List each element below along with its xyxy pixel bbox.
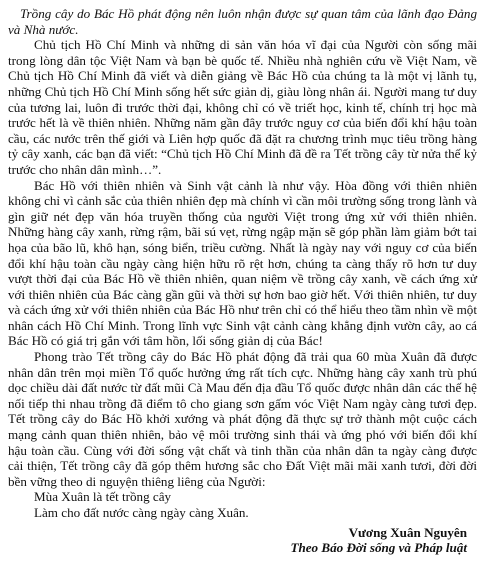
article-paragraph-2: Bác Hồ với thiên nhiên và Sinh vật cảnh là như vậy. Hòa đồng với thiên nhiên không chỉ vì cảnh sắc của thiên nhiên đẹp mà chính vì cần môi trường sống trong lành và gìn giữ nét đẹp văn hóa truyền thống của người Việt trong ứng xử với thiên nhiên. Những hàng cây xanh, rừng rậm, bãi sú vẹt, rừng ngập mặn sẽ góp phần làm giảm bớt tai họa của bão lũ, khô hạn, sóng biển, triều cường. Nhất là ngày nay với nguy cơ của biến đổi khí hậu toàn cầu ngày càng hiện hữu rõ rệt hơn, chúng ta càng thấy rõ hơn tư duy vượt thời đại của Bác Hồ về thiên nhiên, quan niệm về trồng cây xanh, về cách ứng xử với thiên nhiên của Bác càng gần gũi và thời sự hơn bao giờ hết. Với thiên nhiên, tư duy và cách ứng xử với thiên nhiên của Bác Hồ như trên chỉ có thể hiểu theo tầm nhìn về một nhân cách Hồ Chí Minh. Trong lĩnh vực Sinh vật cảnh càng khẳng định vườn cây, ao cá Bác Hồ có giá trị gắn với tâm hồn, lối sống giản dị của Bác! bbox=[8, 177, 477, 349]
verse-line-1: Mùa Xuân là tết trồng cây bbox=[34, 489, 172, 505]
article-paragraph-1: Chủ tịch Hồ Chí Minh và những di sản văn hóa vĩ đại của Người còn sống mãi trong lòng dân tộc Việt Nam và bạn bè quốc tế. Nhiều nhà nghiên cứu về Việt Nam, về Chủ tịch Hồ Chí Minh đã viết và diễn giảng về Bác Hồ của chúng ta là một vị lãnh tụ, những Chủ tịch Hồ Chí Minh sống hết sức giản dị, giàu lòng nhân ái. Người mang tư duy của tương lai, luôn đi trước thời đại, không chỉ có về triết học, kinh tế, chính trị học mà trước hết là về thiên nhiên. Những năm gần đây trước nguy cơ của biến đổi khí hậu toàn cầu, các nước trên thế giới và Liên hợp quốc đã đặt ra chương trình mục tiêu trồng hàng tỷ cây xanh, các bạn đã viết: “Chủ tịch Hồ Chí Minh đã đề ra Tết trồng cây từ nửa thế kỷ trước cho nhân dân mình…”. bbox=[8, 37, 477, 177]
verse-line-2: Làm cho đất nước càng ngày càng Xuân. bbox=[34, 505, 249, 520]
article-source: Theo Báo Đời sống và Pháp luật bbox=[290, 540, 467, 556]
article-intro: Trồng cây do Bác Hồ phát động nên luôn nhận được sự quan tâm của lãnh đạo Đảng và Nhà nước. bbox=[8, 6, 477, 37]
article-author: Vương Xuân Nguyên bbox=[348, 524, 467, 540]
article-paragraph-3: Phong trào Tết trồng cây do Bác Hồ phát động đã trải qua 60 mùa Xuân đã được nhân dân trên mọi miền Tổ quốc hưởng ứng rất tích cực. Những hàng cây xanh trù phú dọc chiều dài đất nước từ đất mũi Cà Mau đến địa đầu Tổ quốc được nhân dân các thế hệ nối tiếp thi nhau trồng đã điểm tô cho giang sơn gấm vóc Việt Nam ngày càng tươi đẹp. Tết trồng cây do Bác Hồ khởi xướng và phát động đã thực sự trở thành một cuộc cách mạng cảnh quan thiên nhiên, bảo vệ môi trường sinh thái và ứng phó với biến đổi khí hậu toàn cầu. Cùng với đời sống vật chất và tinh thần của nhân dân ta ngày càng được cải thiện, Tết trồng cây đã góp thêm hương sắc cho Đất Việt mãi mãi xanh tươi, đời đời bền vững theo di nguyện thiêng liêng của Người: bbox=[8, 349, 477, 489]
